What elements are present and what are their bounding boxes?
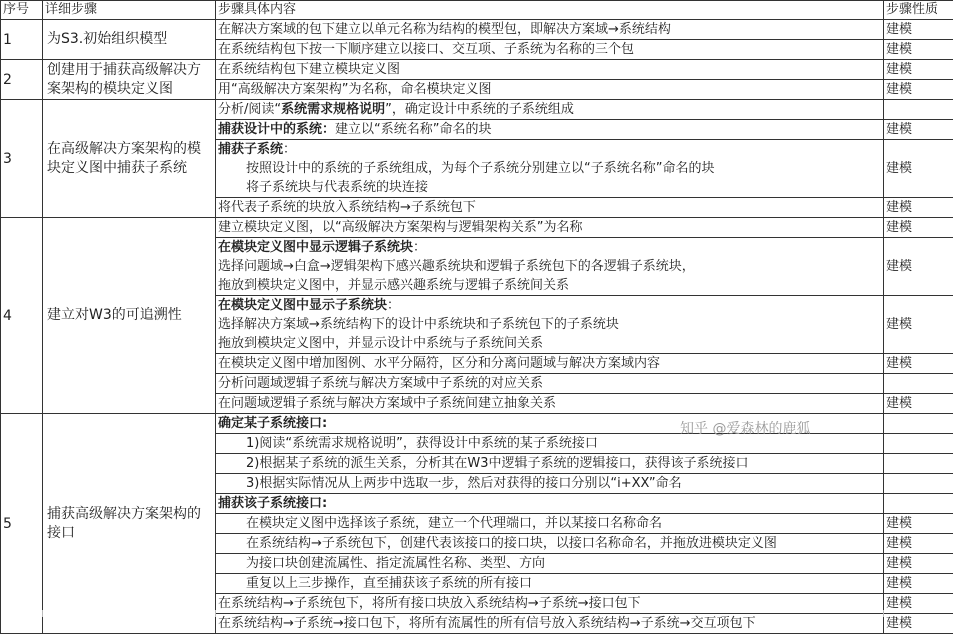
step-title: 创建用于捕获高级解决方案架构的模块定义图 [43,60,216,100]
content-line [218,354,881,373]
step-title: 为S3.初始组织模型 [43,20,216,60]
content-line [218,60,881,79]
step-nature: 建模 [884,574,953,594]
text: 拖放到模块定义图中，并显示感兴趣系统与逻辑子系统间关系 [218,278,569,293]
step-content [216,574,884,594]
content-line [218,514,881,533]
table-row [1,218,953,238]
bold-text: 在模块定义图中显示子系统块 [218,298,387,313]
text: 在系统结构→子系统包下，创建代表该接口的接口块，以接口名称命名，并拖放进模块定义图 [246,536,777,551]
step-nature [884,454,953,474]
step-nature [884,374,953,394]
content-line [218,20,881,39]
content-line [218,494,881,513]
bold-text: 系统需求规格说明 [281,102,385,117]
content-line [218,534,881,553]
bold-text: 确定某子系统接口: [218,416,327,431]
text: 选择问题域→白盒→逻辑架构下感兴趣系统块和逻辑子系统包下的各逻辑子系统块， [218,259,695,274]
content-line [218,434,881,453]
text: 在系统结构→子系统包下，将所有接口块放入系统结构→子系统→接口包下 [218,596,641,611]
text: 将代表子系统的块放入系统结构→子系统包下 [218,200,476,215]
table-row [1,20,953,40]
text: 在系统结构包下按一下顺序建立以接口、交互项、子系统为名称的三个包 [218,42,634,57]
step-nature: 建模 [884,198,953,218]
step-content [216,140,884,198]
step-nature [884,414,953,434]
step-nature: 建模 [884,594,953,614]
step-content [216,218,884,238]
text: 1)阅读“系统需求规格说明”，获得设计中系统的某子系统接口 [246,436,598,451]
step-nature: 建模 [884,218,953,238]
text: ： [387,298,400,313]
table-row [1,414,953,434]
text: 在问题域逻辑子系统与解决方案域中子系统间建立抽象关系 [218,396,556,411]
bold-text: 捕获该子系统接口: [218,496,327,511]
step-nature: 建模 [884,60,953,80]
header-step: 详细步骤 [43,1,216,20]
step-nature: 建模 [884,394,953,414]
step-content [216,60,884,80]
content-line [218,198,881,217]
content-line [218,257,881,276]
step-content [216,296,884,354]
text: 将子系统块与代表系统的块连接 [246,180,428,195]
step-content [216,554,884,574]
step-content [216,474,884,494]
content-line [218,394,881,413]
step-number: 4 [1,218,43,414]
step-content [216,494,884,514]
content-line [218,574,881,593]
watermark: 知乎 @爱森林的鹿狐 [680,421,810,438]
step-nature: 建模 [884,80,953,100]
content-line [218,238,881,257]
table-row [1,100,953,120]
text: 重复以上三步操作，直至捕获该子系统的所有接口 [246,576,532,591]
text: 在系统结构→子系统→接口包下，将所有流属性的所有信号放入系统结构→子系统→交互项包下 [218,616,756,631]
content-line [218,218,881,237]
step-nature: 建模 [884,554,953,574]
bold-text: 捕获子系统 [218,142,283,157]
text: ： [413,240,426,255]
step-content [216,100,884,120]
step-nature: 建模 [884,238,953,296]
step-content [216,514,884,534]
step-number: 5 [1,414,43,634]
step-content [216,80,884,100]
content-line [218,315,881,334]
content-line [218,40,881,59]
step-content [216,120,884,140]
step-title: 建立对W3的可追溯性 [43,218,216,414]
step-nature: 建模 [884,296,953,354]
content-line [218,159,881,178]
content-line [218,100,881,119]
bold-text: 捕获设计中的系统： [218,122,335,137]
step-content [216,414,884,434]
step-nature: 建模 [884,120,953,140]
step-nature: 建模 [884,354,953,374]
text: 选择解决方案域→系统结构下的设计中系统块和子系统包下的子系统块 [218,317,619,332]
text: 建立以“系统名称”命名的块 [335,122,491,137]
text: 在系统结构包下建立模块定义图 [218,62,400,77]
text: ”，确定设计中系统的子系统组成 [385,102,574,117]
content-line [218,474,881,493]
text: 按照设计中的系统的子系统组成，为每个子系统分别建立以“子系统名称”命名的块 [246,161,714,176]
content-line [218,334,881,353]
step-content [216,238,884,296]
text: 用“高级解决方案架构”为名称，命名模块定义图 [218,82,491,97]
step-content [216,434,884,454]
text: 拖放到模块定义图中，并显示设计中系统与子系统间关系 [218,336,543,351]
step-title: 在高级解决方案架构的模块定义图中捕获子系统 [43,100,216,218]
step-content [216,198,884,218]
step-nature: 建模 [884,514,953,534]
content-line [218,140,881,159]
step-nature [884,494,953,514]
step-nature: 建模 [884,40,953,60]
step-content [216,354,884,374]
content-line [218,120,881,139]
step-number: 1 [1,20,43,60]
bold-text: 在模块定义图中显示逻辑子系统块 [218,240,413,255]
header-nature: 步骤性质 [884,1,953,20]
header-num: 序号 [1,1,43,20]
text: 建立模块定义图，以“高级解决方案架构与逻辑架构关系”为名称 [218,220,582,235]
content-line [218,80,881,99]
step-nature [884,474,953,494]
text: 3)根据实际情况从上两步中选取一步，然后对获得的接口分别以“i+XX”命名 [246,476,682,491]
text: 2)根据某子系统的派生关系，分析其在W3中逻辑子系统的逻辑接口，获得该子系统接口 [246,456,748,471]
header-content: 步骤具体内容 [216,1,884,20]
content-line [218,178,881,197]
step-content [216,40,884,60]
text: ： [283,142,296,157]
text: 在解决方案域的包下建立以单元名称为结构的模型包，即解决方案域→系统结构 [218,22,671,37]
step-nature: 建模 [884,140,953,198]
content-line [218,374,881,393]
step-content [216,454,884,474]
content-line [218,414,881,433]
text: 分析/阅读“ [218,102,281,117]
content-line [218,296,881,315]
table-row [1,60,953,80]
content-line [218,276,881,295]
text: 在模块定义图中选择该子系统，建立一个代理端口，并以某接口名称命名 [246,516,662,531]
step-content [216,534,884,554]
content-line [218,554,881,573]
text: 为接口块创建流属性、指定流属性名称、类型、方向 [246,556,545,571]
step-content [216,374,884,394]
step-nature [884,434,953,454]
step-nature: 建模 [884,614,953,634]
text: 分析问题域逻辑子系统与解决方案域中子系统的对应关系 [218,376,543,391]
step-title: 捕获高级解决方案架构的接口 [43,414,216,634]
step-nature: 建模 [884,534,953,554]
step-nature [884,100,953,120]
step-number: 2 [1,60,43,100]
empty-next-row [0,610,953,617]
step-number: 3 [1,100,43,218]
content-line [218,454,881,473]
step-content [216,20,884,40]
step-nature: 建模 [884,20,953,40]
text: 在模块定义图中增加图例、水平分隔符，区分和分离问题域与解决方案域内容 [218,356,660,371]
header-row [1,1,953,20]
step-content [216,394,884,414]
